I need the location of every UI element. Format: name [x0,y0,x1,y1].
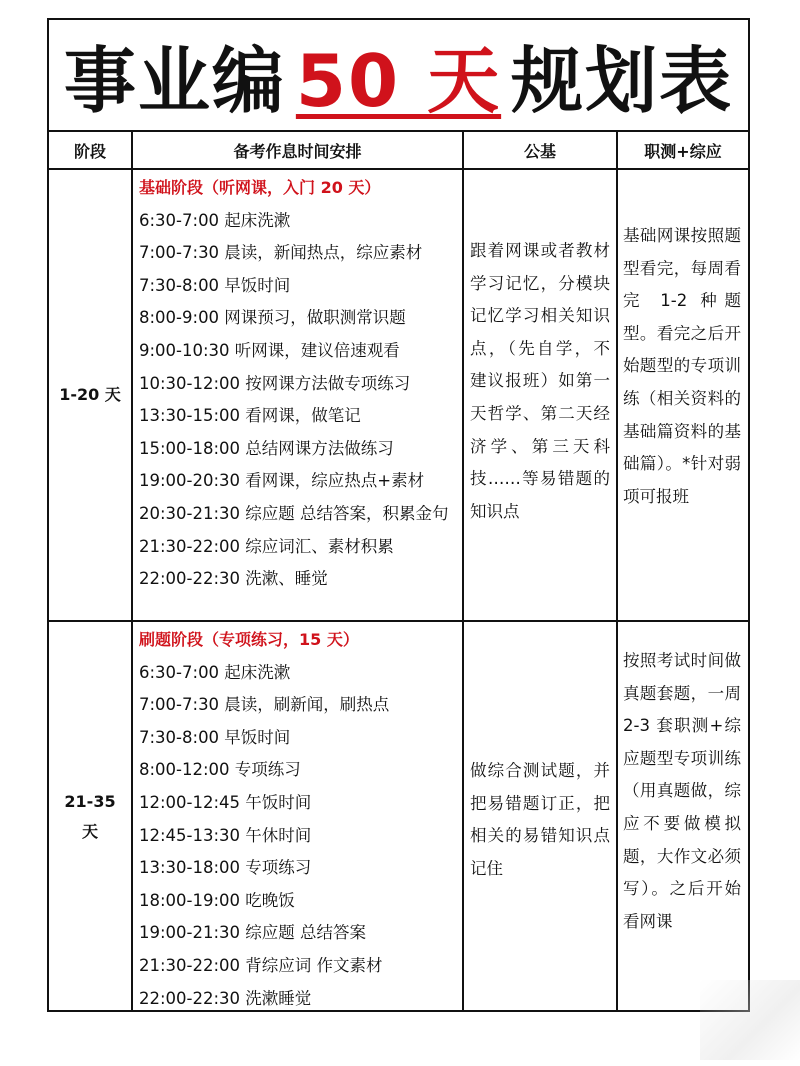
column-divider [462,130,464,1010]
schedule-item: 15:00-18:00 总结网课方法做练习 [139,438,394,458]
stage-1-label [49,170,131,620]
schedule-item: 19:00-20:30 看网课，综应热点+素材 [139,471,425,491]
title-suffix: 规划表 [511,39,734,123]
schedule-item: 7:30-8:00 早饭时间 [139,727,291,747]
schedule-item: 7:30-8:00 早饭时间 [139,275,291,295]
row-divider [49,620,748,622]
stage-1-zhice: 基础网课按照题型看完，每周看完 1-2 种题型。看完之后开始题型的专项训练（相关资料的基础篇资料的基础篇）。*针对弱项可报班 [623,226,741,506]
stage-2-label [49,622,131,1012]
title-prefix: 事业编 [63,39,286,123]
row-divider [49,168,748,170]
schedule-item: 6:30-7:00 起床洗漱 [139,210,291,230]
column-divider [616,130,618,1010]
plan-table [47,18,750,1012]
corner-shadow [700,980,800,1060]
page-title [49,20,748,132]
schedule-item: 22:00-22:30 洗漱睡觉 [139,988,312,1008]
schedule-item: 21:30-22:00 综应词汇、素材积累 [139,536,394,556]
column-divider [131,130,133,1010]
stage-1-schedule [139,172,461,596]
schedule-item: 9:00-10:30 听网课，建议倍速观看 [139,340,400,360]
header-schedule: 备考作息时间安排 [233,141,362,161]
stage-2-gongji: 做综合测试题，并把易错题订正，把相关的易错知识点记住 [470,761,610,878]
stage-2-phase: 刷题阶段（专项练习，15 天） [139,630,359,649]
header-stage: 阶段 [73,141,106,161]
schedule-item: 20:30-21:30 综应题 总结答案，积累金句 [139,503,449,523]
stage-2-label-text: 21-35 天 [64,792,116,841]
schedule-item: 13:30-15:00 看网课，做笔记 [139,406,361,426]
stage-1-label-text: 1-20 天 [59,385,121,404]
schedule-item: 10:30-12:00 按网课方法做专项练习 [139,373,411,393]
schedule-item: 7:00-7:30 晨读，新闻热点，综应素材 [139,243,423,263]
schedule-item: 6:30-7:00 起床洗漱 [139,662,291,682]
schedule-item: 8:00-9:00 网课预习，做职测常识题 [139,308,406,328]
header-gongji: 公基 [523,141,556,161]
schedule-item: 12:00-12:45 午饭时间 [139,792,312,812]
header-zhice: 职测+综应 [644,141,722,161]
stage-2-schedule [139,624,461,1015]
schedule-item: 12:45-13:30 午休时间 [139,825,312,845]
schedule-item: 21:30-22:00 背综应词 作文素材 [139,955,383,975]
stage-1-gongji: 跟着网课或者教材学习记忆，分模块记忆学习相关知识点，（先自学，不建议报班）如第一天哲学、第二天经济学、第三天科技……等易错题的知识点 [470,241,610,521]
schedule-item: 13:30-18:00 专项练习 [139,858,312,878]
schedule-item: 19:00-21:30 综应题 总结答案 [139,923,367,943]
stage-2-zhice: 按照考试时间做真题套题，一周 2-3 套职测+综应题型专项训练（用真题做，综应不要做模拟题，大作文必须写）。之后开始看网课 [623,651,741,931]
schedule-item: 7:00-7:30 晨读，刷新闻，刷热点 [139,695,390,715]
schedule-item: 18:00-19:00 吃晚饭 [139,890,295,910]
schedule-item: 8:00-12:00 专项练习 [139,760,301,780]
title-highlight: 50 天 [295,39,502,123]
stage-1-phase: 基础阶段（听网课，入门 20 天） [139,178,381,197]
schedule-item: 22:00-22:30 洗漱、睡觉 [139,569,328,589]
